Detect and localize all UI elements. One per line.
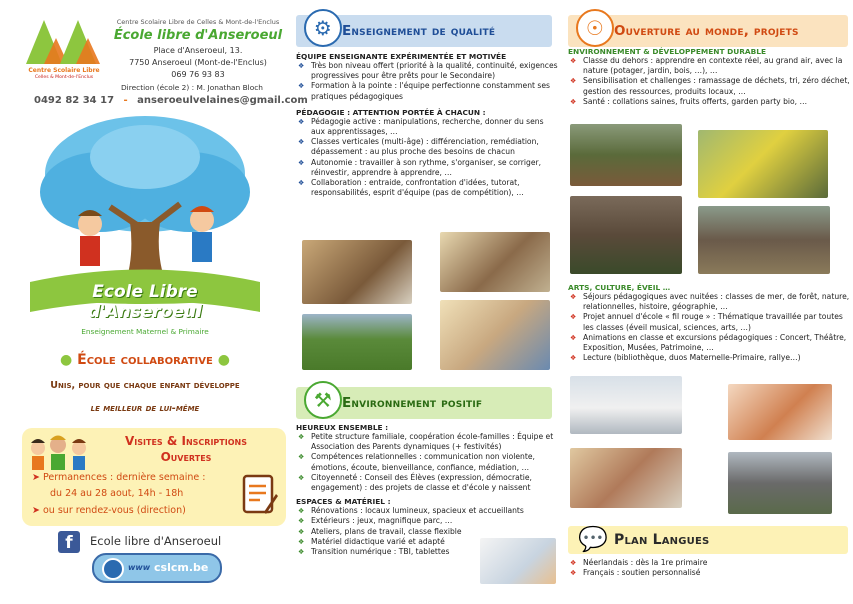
pedagogy-heading: PÉDAGOGIE : ATTENTION PORTÉE À CHACUN : — [296, 107, 486, 117]
collab-line2: le meilleur de lui-même — [90, 403, 200, 414]
list-item: ❖ Projet annuel d'école « fil rouge » : Thématique travaillée par toutes les classes (éveil musical, sciences, arts, …) — [568, 312, 850, 332]
visits-box — [22, 428, 286, 526]
world-title: Ouverture au monde, projets — [614, 23, 799, 39]
lang-list — [568, 558, 850, 578]
arrow-icon: ➤ — [32, 505, 40, 516]
list-item: ❖ Animations en classe et excursions pédagogiques : Concert, Théâtre, Exposition, Musées, Patrimoine, … — [568, 333, 850, 353]
visits-item1: ➤ Permanences : dernière semaine : — [32, 472, 206, 483]
list-item: ❖ Autonomie : travailler à son rythme, s'organiser, se corriger, réinvestir, apprendre à apprendre, … — [296, 158, 558, 178]
list-item: ❖ Lecture (bibliothèque, duos Maternelle-Primaire, rallye…) — [568, 353, 850, 363]
list-item: ❖ Néerlandais : dès la 1re primaire — [568, 558, 850, 568]
list-item: ❖ Classe du dehors : apprendre en contexte réel, au grand air, avec la nature (potager, jardin, bois, …), … — [568, 56, 850, 76]
world-header — [568, 15, 848, 47]
phone-mobile[interactable]: 0492 82 34 17 — [34, 95, 115, 106]
space-list — [296, 506, 524, 557]
list-item: ❖ Classes verticales (multi-âge) : différenciation, remédiation, dépassement : au plus proche des besoins de chacun — [296, 137, 558, 157]
arts-section — [568, 280, 850, 363]
photo-forest-group — [698, 206, 830, 274]
collab-title: ● École collaborative ● — [60, 352, 230, 368]
globe-icon — [102, 558, 124, 580]
dev-list — [568, 56, 850, 107]
list-item: ❖ Rénovations : locaux lumineux, spacieux et accueillants — [296, 506, 556, 516]
list-item: ❖ Collaboration : entraide, confrontation d'idées, tutorat, responsabilités, esprit d'équipe (pas de compétition), … — [296, 178, 558, 198]
happy-heading: HEUREUX ENSEMBLE : — [296, 423, 389, 432]
list-item: ❖ Séjours pédagogiques avec nuitées : classes de mer, de forêt, nature, relationnelles, histoire, géographie, … — [568, 292, 850, 312]
org-name: Centre Scolaire Libre de Celles & Mont-de-l'Enclus — [116, 18, 280, 26]
list-item: ❖ Citoyenneté : Conseil des Élèves (expression, démocratie, engagement) : des projets de classe et d'école y naissent — [296, 473, 558, 493]
right-column — [564, 0, 853, 604]
list-item: ❖ Matériel didactique varié et adapté — [296, 537, 471, 547]
website-link[interactable]: cslcm.be — [154, 561, 209, 574]
list-item: ❖ Compétences relationnelles : communication non violente, émotions, écoute, bienveillance, confiance, médiation, … — [296, 452, 558, 472]
bullet-right-icon: ● — [212, 352, 230, 368]
globe-icon: ☉ — [576, 9, 614, 47]
photo-music — [570, 448, 682, 508]
list-item: ❖ Très bon niveau offert (priorité à la qualité, continuité, exigences progressives pour être prêts pour le Secondaire) — [296, 61, 558, 81]
logo-line2: Celles & Mont-de-l'Enclus — [34, 75, 94, 80]
list-item: ❖ Transition numérique : TBI, tablettes — [296, 547, 471, 557]
lang-header — [568, 526, 848, 554]
photo-forest — [570, 196, 682, 274]
photo-snow — [570, 376, 682, 434]
lang-section — [568, 558, 850, 578]
list-item: ❖ Petite structure familiale, coopération école-familles : Équipe et Association des Parents dynamiques (+ festivités) — [296, 432, 558, 452]
arts-heading: ARTS, CULTURE, ÉVEIL … — [568, 283, 671, 292]
left-column — [0, 0, 308, 604]
director: Direction (école 2) : M. Jonathan Bloch — [120, 83, 263, 92]
arrow-icon: ➤ — [32, 472, 40, 483]
photo-classroom-1 — [302, 240, 412, 304]
photo-classroom-2 — [440, 232, 550, 292]
logo-line1: Centre Scolaire Libre — [28, 67, 100, 74]
list-item: ❖ Santé : collations saines, fruits offerts, garden party bio, … — [568, 97, 850, 107]
visits-title1: Visites & Inscriptions — [125, 434, 247, 448]
address-line2: 7750 Anseroeul (Mont-de-l'Enclus) — [129, 58, 267, 67]
contact-line — [34, 95, 308, 106]
dev-heading: ENVIRONNEMENT & DÉVELOPPEMENT DURABLE — [568, 47, 767, 56]
collab-line1: Unis, pour que chaque enfant développe — [50, 380, 240, 391]
email-link[interactable]: anseroeulvelaines@gmail.com — [137, 95, 308, 106]
env-header — [296, 387, 552, 419]
lang-title: Plan Langues — [614, 532, 710, 548]
address-line1: Place d'Anseroeul, 13. — [153, 46, 243, 55]
quality-header — [296, 15, 552, 47]
www-label: www — [128, 563, 151, 572]
banner-title1: Ecole Libre — [92, 282, 198, 302]
visits-dates: du 24 au 28 aout, 14h - 18h — [50, 488, 184, 499]
list-item: ❖ Pédagogie active : manipulations, recherche, donner du sens aux apprentissages, … — [296, 117, 558, 137]
phone-fixed: 069 76 93 83 — [171, 70, 225, 79]
facebook-link[interactable]: Ecole libre d'Anseroeul — [90, 534, 222, 548]
photo-garden — [570, 124, 682, 186]
school-logo — [24, 16, 104, 64]
env-title: Environnement positif — [342, 395, 483, 411]
photo-painting — [728, 384, 832, 440]
visits-title2: Ouvertes — [160, 450, 212, 464]
list-item: ❖ Sensibilisation et challenges : ramassage de déchets, tri, zéro déchet, gestion des ressources, produits locaux, … — [568, 76, 850, 96]
banner-subtitle: Enseignement Maternel & Primaire — [81, 327, 209, 336]
photo-castle — [728, 452, 832, 514]
banner-title2: d'Anseroeul — [88, 302, 202, 322]
children-icon — [26, 432, 92, 476]
form-icon — [242, 474, 278, 516]
tree-icon: ⚒ — [304, 381, 342, 419]
arts-list — [568, 292, 850, 363]
quality-icon: ⚙ — [304, 9, 342, 47]
website-badge[interactable] — [92, 553, 222, 583]
space-heading: ESPACES & MATÉRIEL : — [296, 497, 391, 507]
env-section — [296, 420, 558, 557]
visits-item2: ➤ ou sur rendez-vous (direction) — [32, 505, 186, 516]
happy-list — [296, 432, 558, 493]
middle-column — [290, 0, 564, 604]
speech-icon: 💬 — [577, 525, 609, 553]
list-item: ❖ Ateliers, plans de travail, classe flexible — [296, 527, 471, 537]
facebook-icon[interactable]: f — [58, 531, 80, 553]
contact-separator: - — [123, 95, 128, 106]
quality-section — [296, 49, 558, 198]
quality-title: Enseignement de qualité — [342, 23, 496, 39]
team-heading: ÉQUIPE ENSEIGNANTE EXPÉRIMENTÉE ET MOTIVÉE — [296, 52, 507, 61]
world-dev-section — [568, 47, 850, 107]
team-list — [296, 61, 558, 102]
list-item: ❖ Extérieurs : jeux, magnifique parc, … — [296, 516, 471, 526]
bullet-left-icon: ● — [60, 352, 78, 368]
photo-outdoor — [302, 314, 412, 370]
list-item: ❖ Français : soutien personnalisé — [568, 568, 850, 578]
photo-whiteboard — [480, 538, 556, 584]
photo-cleanup — [698, 130, 828, 198]
pedagogy-list — [296, 117, 558, 199]
list-item: ❖ Formation à la pointe : l'équipe perfectionne constamment ses pratiques pédagogiques — [296, 81, 558, 101]
photo-classroom-3 — [440, 300, 550, 370]
school-name: École libre d'Anseroeul — [113, 28, 283, 43]
